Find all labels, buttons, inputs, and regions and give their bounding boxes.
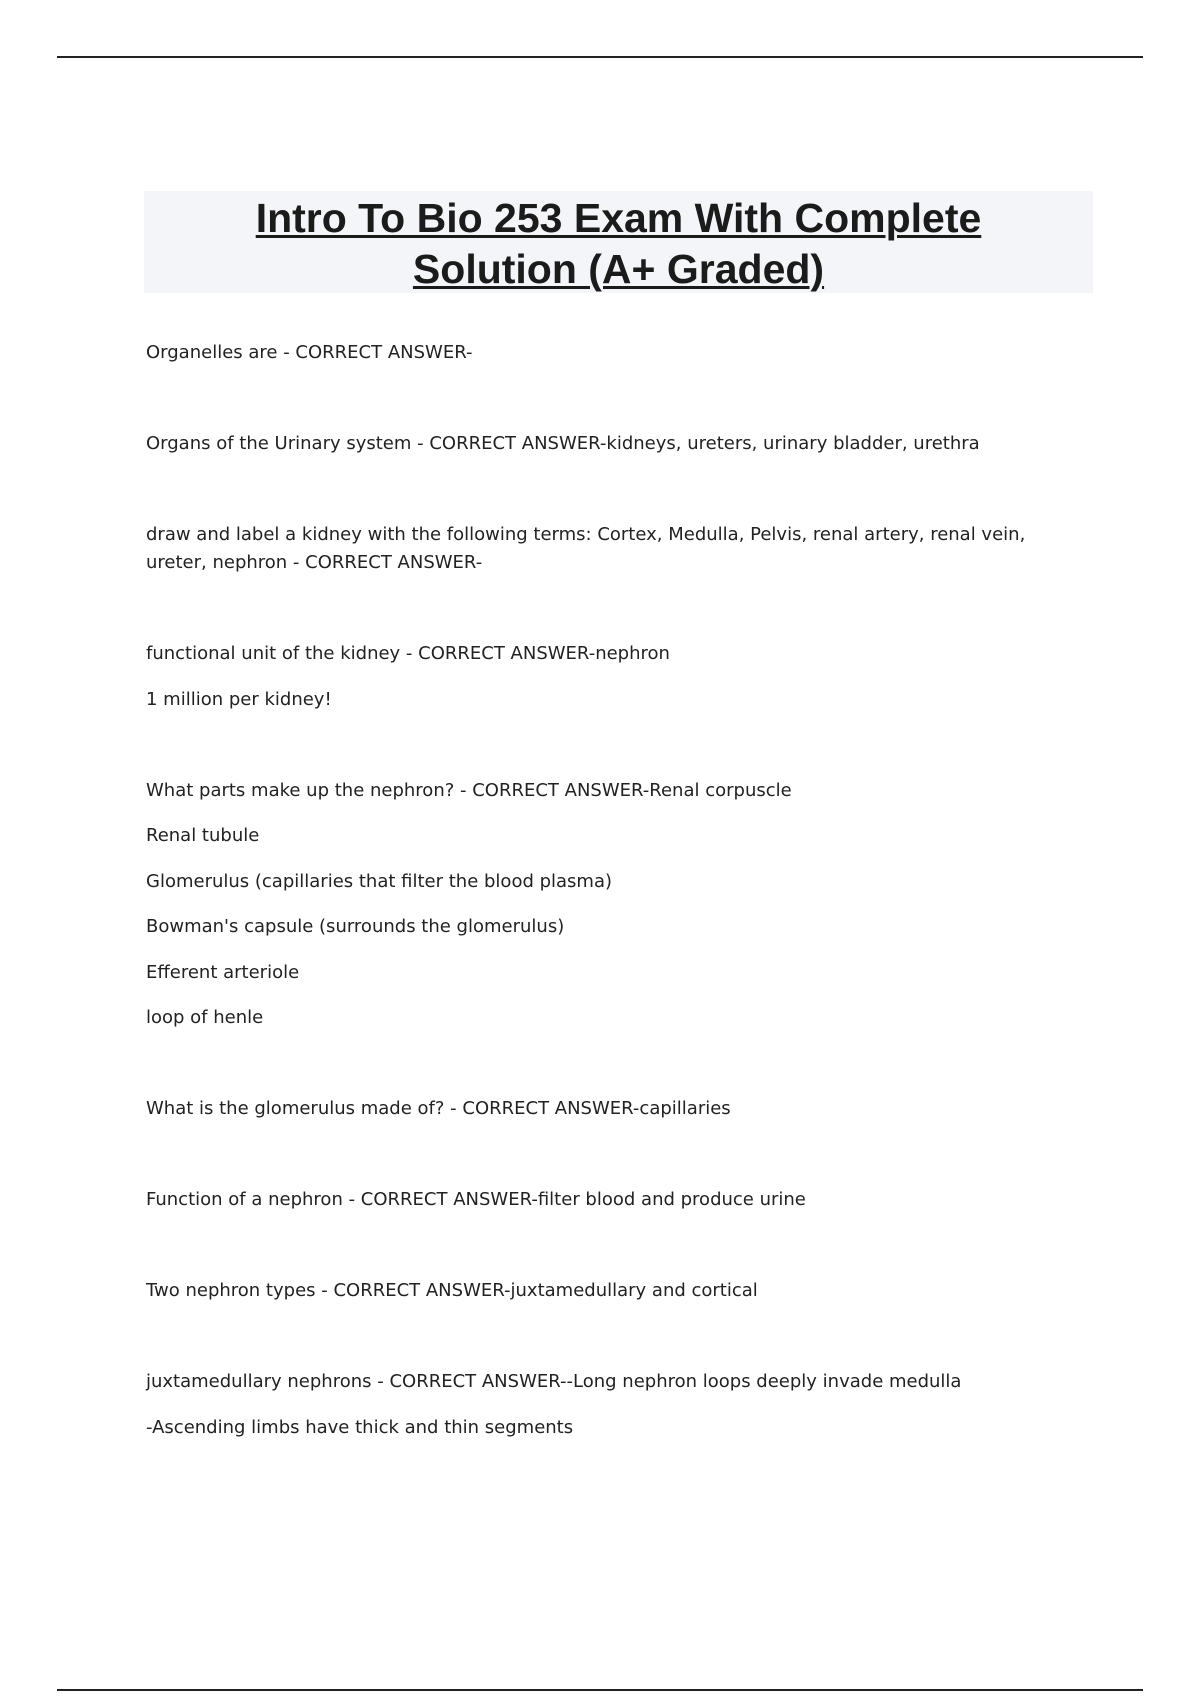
qa-line: functional unit of the kidney - CORRECT ANSWER-nephron [146, 643, 670, 664]
title-line-2: Solution (A+ Graded) [412, 246, 825, 292]
qa-line: Organelles are - CORRECT ANSWER- [146, 342, 473, 363]
qa-line: Bowman's capsule (surrounds the glomerulus) [146, 916, 565, 937]
qa-line: Function of a nephron - CORRECT ANSWER-filter blood and produce urine [146, 1189, 806, 1210]
qa-line: What is the glomerulus made of? - CORRECT ANSWER-capillaries [146, 1098, 731, 1119]
qa-line: loop of henle [146, 1007, 264, 1028]
footer-rule [57, 1689, 1143, 1691]
qa-line: 1 million per kidney! [146, 689, 332, 710]
qa-line: Efferent arteriole [146, 962, 300, 983]
qa-line: juxtamedullary nephrons - CORRECT ANSWER--Long nephron loops deeply invade medulla [146, 1371, 962, 1392]
qa-line: ureter, nephron - CORRECT ANSWER- [146, 552, 483, 573]
qa-line: -Ascending limbs have thick and thin segments [146, 1417, 574, 1438]
qa-line: Organs of the Urinary system - CORRECT ANSWER-kidneys, ureters, urinary bladder, urethra [146, 433, 980, 454]
qa-line: Glomerulus (capillaries that filter the blood plasma) [146, 871, 613, 892]
qa-line: What parts make up the nephron? - CORRECT ANSWER-Renal corpuscle [146, 780, 792, 801]
qa-line: Renal tubule [146, 825, 260, 846]
header-rule [57, 56, 1143, 58]
title-line-1: Intro To Bio 253 Exam With Complete [255, 195, 982, 241]
document-title [144, 191, 1093, 293]
qa-line: Two nephron types - CORRECT ANSWER-juxtamedullary and cortical [146, 1280, 758, 1301]
qa-line: draw and label a kidney with the following terms: Cortex, Medulla, Pelvis, renal artery, renal vein, [146, 524, 1026, 545]
